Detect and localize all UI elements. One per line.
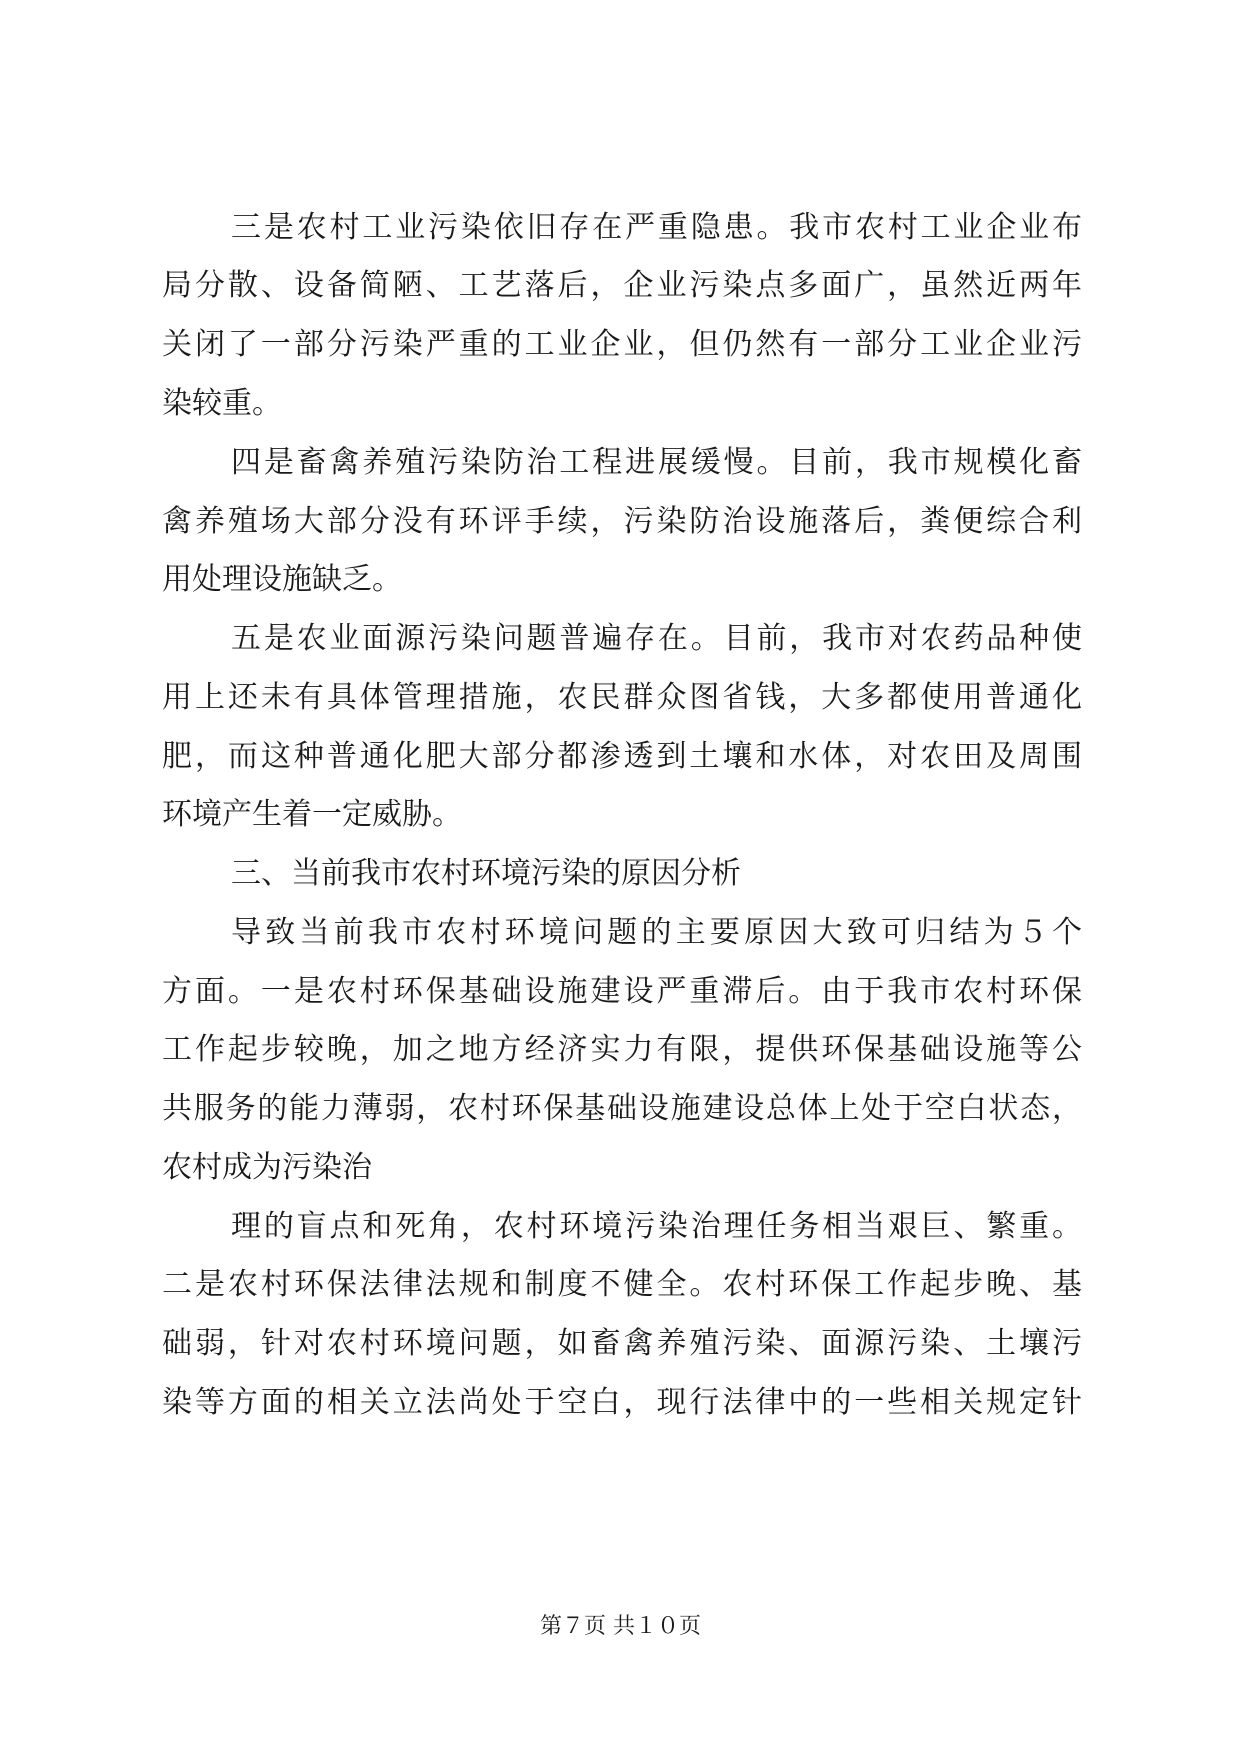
text-line: 方面。一是农村环保基础设施建设严重滞后。由于我市农村环保 [162,974,1082,1009]
text-line: 共服务的能力薄弱，农村环保基础设施建设总体上处于空白状态， [162,1091,1082,1126]
text-line: 用处理设施缺乏。 [162,562,402,597]
text-line: 工作起步较晚，加之地方经济实力有限，提供环保基础设施等公 [162,1032,1082,1067]
text-line: 禽养殖场大部分没有环评手续，污染防治设施落后，粪便综合利 [162,504,1082,539]
text-line: 理的盲点和死角，农村环境污染治理任务相当艰巨、繁重。 [231,1209,1082,1244]
text-line: 环境产生着一定威胁。 [162,797,462,832]
text-line: 五是农业面源污染问题普遍存在。目前，我市对农药品种使 [231,621,1082,656]
text-line: 农村成为污染治 [162,1150,372,1185]
text-line: 导致当前我市农村环境问题的主要原因大致可归结为５个 [231,915,1082,950]
text-line: 用上还未有具体管理措施，农民群众图省钱，大多都使用普通化 [162,680,1082,715]
text-line: 染较重。 [162,386,282,421]
text-line: 局分散、设备简陋、工艺落后，企业污染点多面广，虽然近两年 [162,268,1082,303]
page-number-footer: 第７页 共１０页 [540,1614,701,1639]
text-line: 关闭了一部分污染严重的工业企业，但仍然有一部分工业企业污 [162,327,1082,362]
section-heading: 三、当前我市农村环境污染的原因分析 [231,856,741,891]
text-line: 二是农村环保法律法规和制度不健全。农村环保工作起步晚、基 [162,1267,1082,1302]
text-line: 染等方面的相关立法尚处于空白，现行法律中的一些相关规定针 [162,1385,1082,1420]
text-line: 三是农村工业污染依旧存在严重隐患。我市农村工业企业布 [231,210,1082,245]
text-line: 四是畜禽养殖污染防治工程进展缓慢。目前，我市规模化畜 [231,445,1082,480]
text-line: 肥，而这种普通化肥大部分都渗透到土壤和水体，对农田及周围 [162,739,1082,774]
text-line: 础弱，针对农村环境问题，如畜禽养殖污染、面源污染、土壤污 [162,1326,1082,1361]
